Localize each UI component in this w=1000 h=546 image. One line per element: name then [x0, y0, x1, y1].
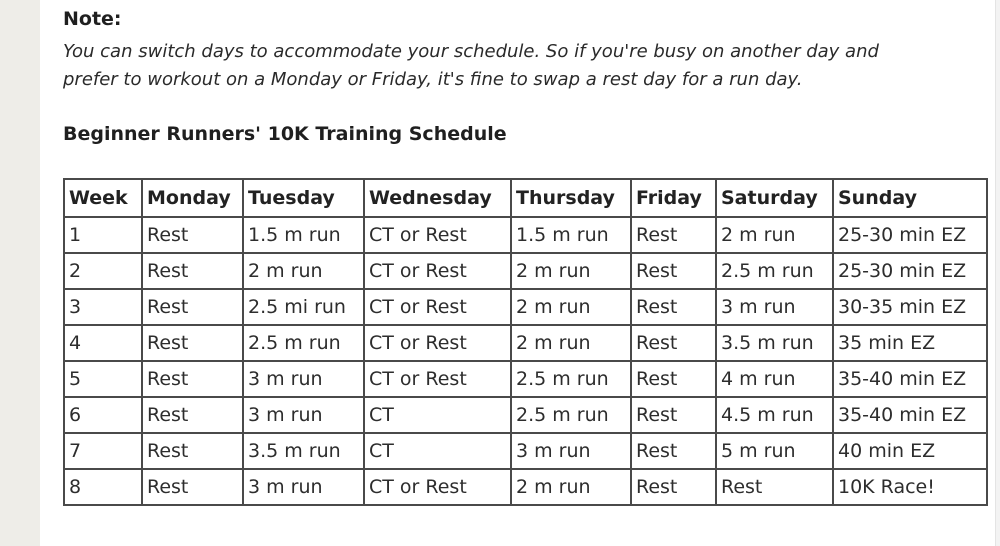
cell-thursday: 2.5 m run [511, 397, 631, 433]
cell-friday: Rest [631, 325, 716, 361]
cell-sunday: 35 min EZ [833, 325, 987, 361]
cell-week: 2 [64, 253, 142, 289]
cell-week: 4 [64, 325, 142, 361]
cell-wednesday: CT or Rest [364, 217, 511, 253]
table-row [64, 469, 987, 505]
cell-week: 5 [64, 361, 142, 397]
note-heading: Note: [63, 8, 122, 30]
schedule-title: Beginner Runners' 10K Training Schedule [63, 123, 507, 145]
cell-tuesday: 2 m run [243, 253, 364, 289]
cell-monday: Rest [142, 253, 243, 289]
cell-week: 1 [64, 217, 142, 253]
cell-week: 6 [64, 397, 142, 433]
cell-saturday: 3.5 m run [716, 325, 833, 361]
cell-tuesday: 3 m run [243, 469, 364, 505]
header-sunday: Sunday [833, 179, 987, 217]
cell-tuesday: 1.5 m run [243, 217, 364, 253]
cell-saturday: 4.5 m run [716, 397, 833, 433]
cell-thursday: 1.5 m run [511, 217, 631, 253]
cell-monday: Rest [142, 217, 243, 253]
header-monday: Monday [142, 179, 243, 217]
page-edge [995, 0, 1000, 546]
cell-tuesday: 2.5 mi run [243, 289, 364, 325]
header-week: Week [64, 179, 142, 217]
cell-saturday: 5 m run [716, 433, 833, 469]
cell-sunday: 35-40 min EZ [833, 361, 987, 397]
cell-thursday: 2 m run [511, 325, 631, 361]
cell-saturday: 4 m run [716, 361, 833, 397]
cell-thursday: 2 m run [511, 253, 631, 289]
table-row [64, 397, 987, 433]
note-line-2: prefer to workout on a Monday or Friday, it's fine to swap a rest day for a run day. [63, 69, 803, 90]
cell-week: 3 [64, 289, 142, 325]
cell-wednesday: CT or Rest [364, 469, 511, 505]
cell-tuesday: 3.5 m run [243, 433, 364, 469]
table-row [64, 217, 987, 253]
cell-wednesday: CT or Rest [364, 253, 511, 289]
cell-wednesday: CT [364, 433, 511, 469]
table-row [64, 361, 987, 397]
cell-wednesday: CT or Rest [364, 361, 511, 397]
content-page [40, 0, 995, 546]
cell-monday: Rest [142, 469, 243, 505]
cell-saturday: 3 m run [716, 289, 833, 325]
cell-friday: Rest [631, 397, 716, 433]
cell-monday: Rest [142, 361, 243, 397]
cell-friday: Rest [631, 253, 716, 289]
table-row [64, 253, 987, 289]
cell-friday: Rest [631, 217, 716, 253]
header-wednesday: Wednesday [364, 179, 511, 217]
cell-week: 8 [64, 469, 142, 505]
cell-friday: Rest [631, 469, 716, 505]
table-row [64, 325, 987, 361]
table-body [64, 217, 987, 505]
cell-wednesday: CT or Rest [364, 289, 511, 325]
cell-friday: Rest [631, 361, 716, 397]
cell-thursday: 3 m run [511, 433, 631, 469]
table-row [64, 433, 987, 469]
cell-week: 7 [64, 433, 142, 469]
cell-saturday: 2 m run [716, 217, 833, 253]
cell-sunday: 25-30 min EZ [833, 253, 987, 289]
cell-tuesday: 2.5 m run [243, 325, 364, 361]
cell-monday: Rest [142, 325, 243, 361]
cell-thursday: 2 m run [511, 289, 631, 325]
cell-sunday: 25-30 min EZ [833, 217, 987, 253]
cell-monday: Rest [142, 289, 243, 325]
cell-saturday: 2.5 m run [716, 253, 833, 289]
note-text [63, 38, 963, 94]
cell-friday: Rest [631, 433, 716, 469]
cell-sunday: 30-35 min EZ [833, 289, 987, 325]
cell-sunday: 35-40 min EZ [833, 397, 987, 433]
cell-tuesday: 3 m run [243, 361, 364, 397]
note-line-1: You can switch days to accommodate your schedule. So if you're busy on another day and [63, 41, 879, 62]
cell-thursday: 2.5 m run [511, 361, 631, 397]
header-thursday: Thursday [511, 179, 631, 217]
cell-saturday: Rest [716, 469, 833, 505]
cell-thursday: 2 m run [511, 469, 631, 505]
cell-sunday: 40 min EZ [833, 433, 987, 469]
table-header-row [64, 179, 987, 217]
header-friday: Friday [631, 179, 716, 217]
table-row [64, 289, 987, 325]
cell-wednesday: CT [364, 397, 511, 433]
training-schedule-table [63, 178, 988, 506]
cell-monday: Rest [142, 397, 243, 433]
header-tuesday: Tuesday [243, 179, 364, 217]
cell-sunday: 10K Race! [833, 469, 987, 505]
cell-monday: Rest [142, 433, 243, 469]
cell-wednesday: CT or Rest [364, 325, 511, 361]
header-saturday: Saturday [716, 179, 833, 217]
cell-friday: Rest [631, 289, 716, 325]
cell-tuesday: 3 m run [243, 397, 364, 433]
